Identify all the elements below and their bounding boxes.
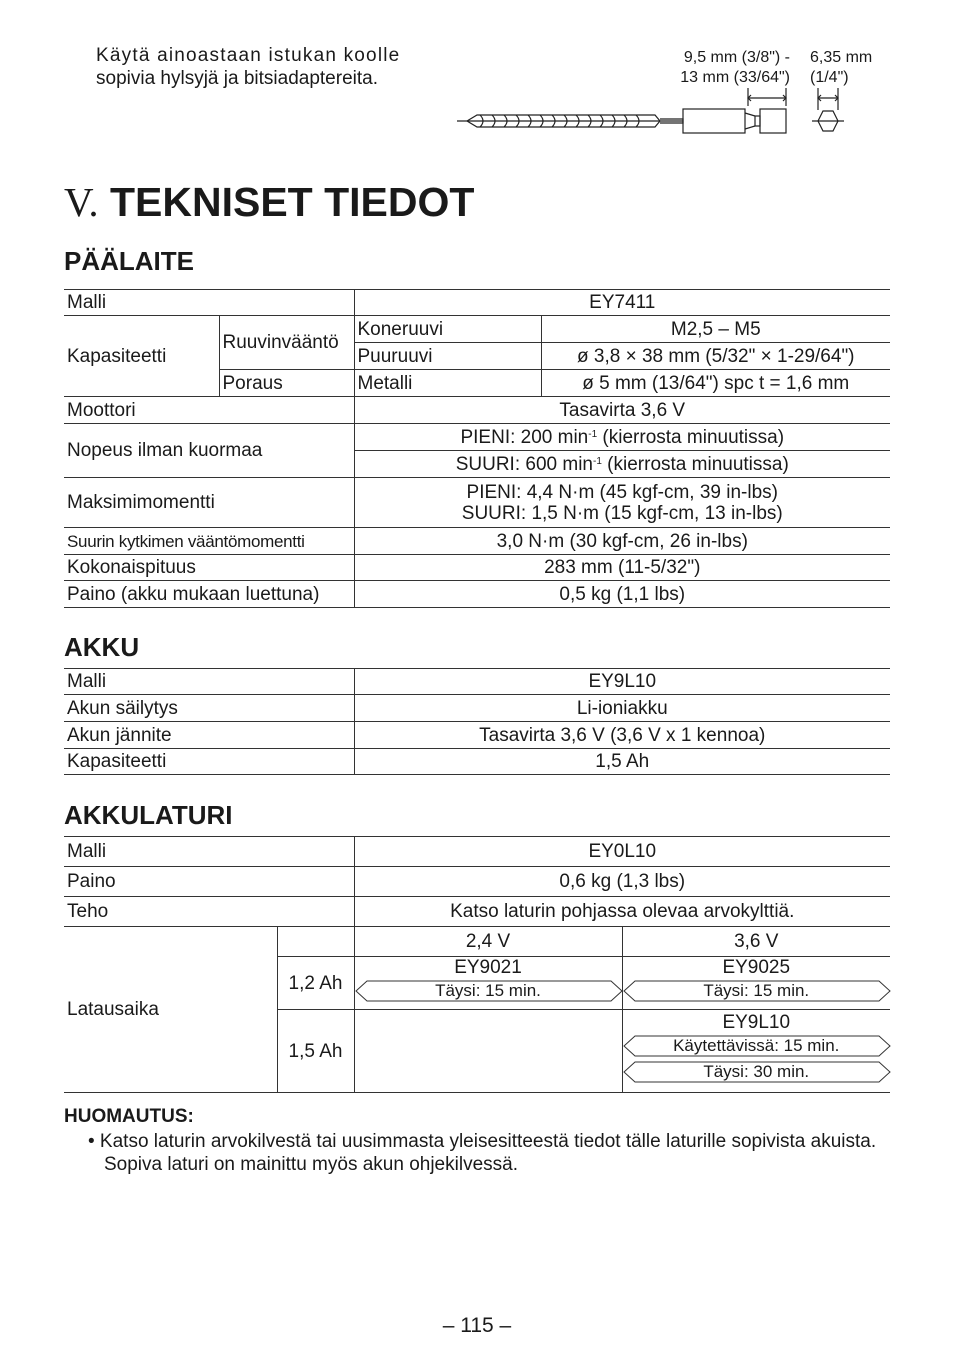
intro-line-2: sopivia hylsyjä ja bitsiadaptereita. bbox=[96, 68, 378, 89]
note-line-2: Sopiva laturi on mainittu myös akun ohjekilvessä. bbox=[104, 1154, 518, 1175]
table-row: 1,5 Ah EY9L10 Käytettävissä: 15 min. Täysi: 30 min. bbox=[64, 1010, 890, 1093]
table-row: Moottori Tasavirta 3,6 V bbox=[64, 397, 890, 424]
table-row: Akun jännite Tasavirta 3,6 V (3,6 V x 1 kennoa) bbox=[64, 722, 890, 749]
charge-time-tag: Täysi: 15 min. bbox=[355, 980, 622, 1002]
table-row: Puuruuvi ø 3,8 × 38 mm (5/32" × 1-29/64") bbox=[64, 343, 890, 370]
akkulaturi-table bbox=[64, 836, 890, 1093]
intro-line-1: Käytä ainoastaan istukan koolle bbox=[96, 45, 401, 66]
charge-time-tag: Täysi: 15 min. bbox=[623, 980, 891, 1002]
table-row: Akun säilytys Li-ioniakku bbox=[64, 695, 890, 722]
charge-time-tag: Täysi: 30 min. bbox=[623, 1061, 891, 1083]
table-row: Nopeus ilman kuormaa PIENI: 200 $\min^{-1}$ (kierrosta minuutissa) bbox=[64, 424, 890, 451]
table-row: Malli EY7411 bbox=[64, 290, 890, 316]
heading-paalaite: PÄÄLAITE bbox=[64, 246, 194, 276]
note-body bbox=[88, 1130, 890, 1176]
akku-table bbox=[64, 668, 890, 775]
intro-text bbox=[96, 44, 446, 90]
table-row: Maksimimomentti PIENI: 4,4 N·m (45 kgf-cm, 39 in-lbs) SUURI: 1,5 N·m (15 kgf-cm, 13 in-lbs) bbox=[64, 478, 890, 528]
charge-time-tag: Käytettävissä: 15 min. bbox=[623, 1035, 891, 1057]
table-row: Kapasiteetti Ruuvinvääntö Koneruuvi M2,5 – M5 bbox=[64, 316, 890, 343]
table-row: Suurin kytkimen vääntömomentti 3,0 N·m (30 kgf-cm, 26 in-lbs) bbox=[64, 528, 890, 555]
table-row: Paino 0,6 kg (1,3 lbs) bbox=[64, 867, 890, 897]
page-number: – 115 – bbox=[442, 1314, 512, 1337]
table-row: SUURI: 600 $\min^{-1}$ (kierrosta minuutissa) bbox=[64, 451, 890, 478]
heading-akkulaturi: AKKULATURI bbox=[64, 800, 233, 830]
drill-bit-illustration bbox=[455, 86, 855, 146]
table-row: Teho Katso laturin pohjassa olevaa arvokylttiä. bbox=[64, 897, 890, 927]
table-row: Paino (akku mukaan luettuna) 0,5 kg (1,1 lbs) bbox=[64, 581, 890, 608]
note-heading: HUOMAUTUS: bbox=[64, 1106, 194, 1127]
section-number: V. bbox=[64, 179, 99, 225]
dimension-label-b: 6,35 mm (1/4") bbox=[810, 49, 873, 86]
dimension-label-a: 9,5 mm (3/8") - 13 mm (33/64") bbox=[680, 49, 790, 86]
section-title-text: TEKNISET TIEDOT bbox=[109, 179, 475, 225]
note-bullet: • Katso laturin arvokilvestä tai uusimmasta yleisesitteestä tiedot tälle laturille sopivista akuista. bbox=[88, 1131, 877, 1152]
section-title bbox=[64, 178, 474, 226]
table-row: 1,2 Ah EY9021 Täysi: 15 min. EY9025 Täysi: 15 min. bbox=[64, 957, 890, 1010]
table-row: Poraus Metalli ø 5 mm (13/64") spc t = 1,6 mm bbox=[64, 370, 890, 397]
table-row: Latausaika 2,4 V 3,6 V bbox=[64, 927, 890, 957]
paalaite-table bbox=[64, 289, 890, 608]
table-row: Kokonaispituus 283 mm (11-5/32") bbox=[64, 555, 890, 581]
heading-akku: AKKU bbox=[64, 632, 140, 662]
table-row: Kapasiteetti 1,5 Ah bbox=[64, 749, 890, 775]
table-row: Malli EY0L10 bbox=[64, 837, 890, 867]
table-row: Malli EY9L10 bbox=[64, 669, 890, 695]
